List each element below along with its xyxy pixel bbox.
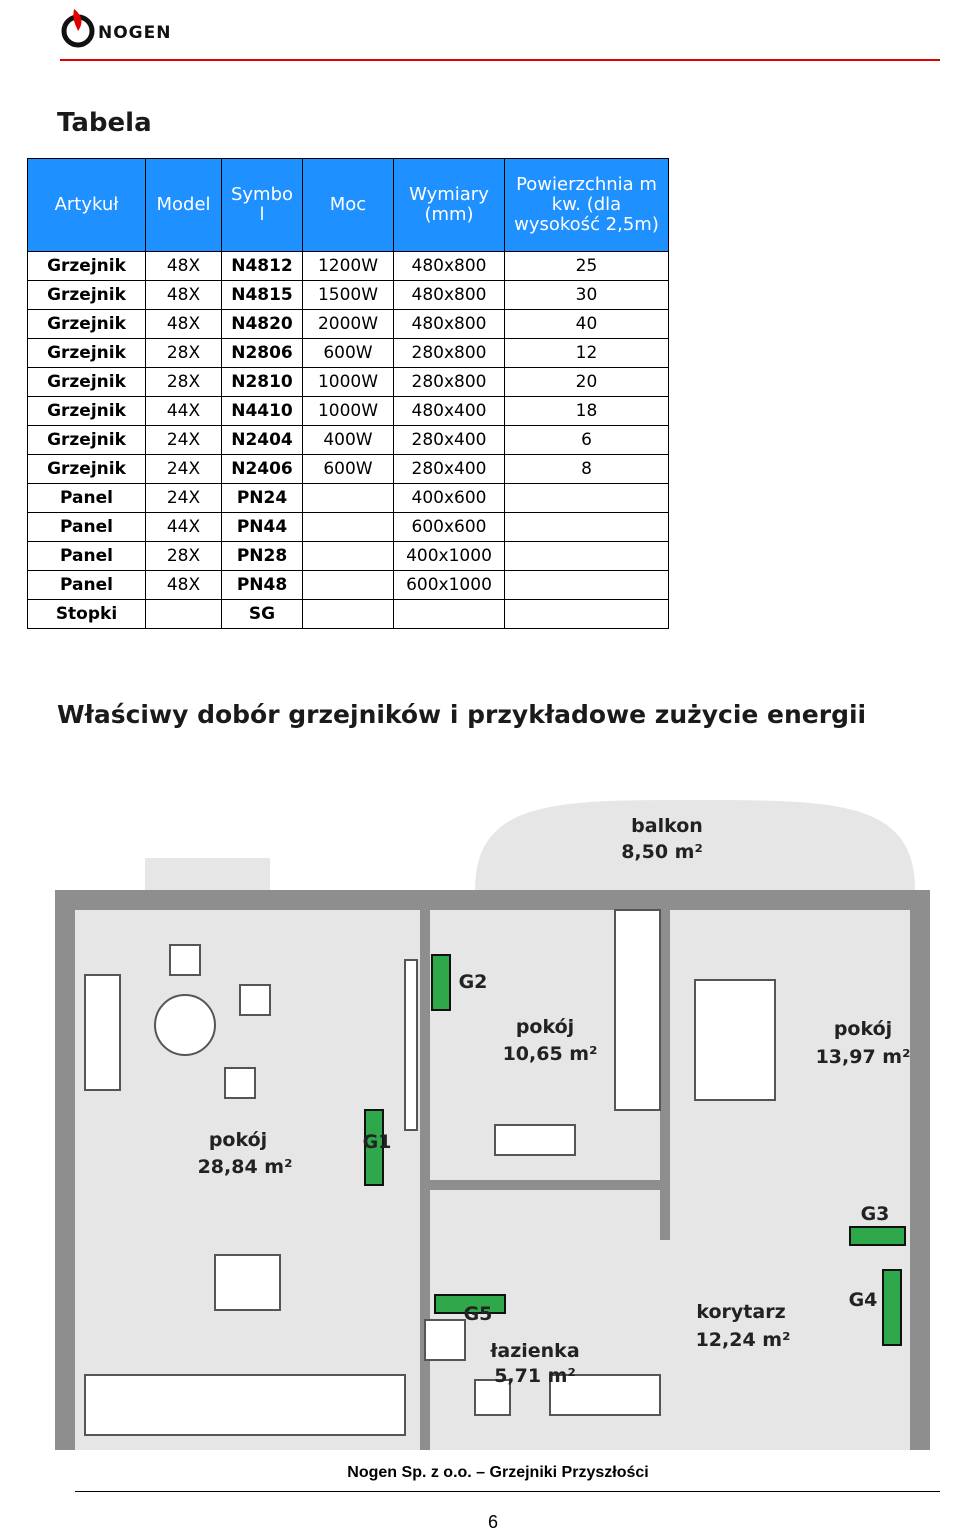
col-header-artykul: Artykuł xyxy=(28,159,146,252)
table-cell: 12 xyxy=(505,339,669,368)
table-cell: 280x400 xyxy=(394,455,505,484)
section-title-selection: Właściwy dobór grzejników i przykładowe zużycie energii xyxy=(57,700,867,729)
room-name-balkon: balkon xyxy=(631,815,703,837)
table-cell: 20 xyxy=(505,368,669,397)
heater-label-g4: G4 xyxy=(848,1289,878,1311)
table-cell: 28X xyxy=(146,542,222,571)
col-header-model: Model xyxy=(146,159,222,252)
table-cell xyxy=(303,571,394,600)
table-cell: 25 xyxy=(505,252,669,281)
table-cell: Panel xyxy=(28,513,146,542)
table-cell: 28X xyxy=(146,368,222,397)
table-cell: 24X xyxy=(146,455,222,484)
room-area-balkon: 8,50 m² xyxy=(621,841,703,863)
table-cell: 600W xyxy=(303,339,394,368)
table-cell xyxy=(303,542,394,571)
table-row xyxy=(28,426,669,455)
table-cell: N4820 xyxy=(222,310,303,339)
heater-g4 xyxy=(883,1270,901,1345)
footer-divider xyxy=(75,1491,940,1492)
room-area-korytarz: 12,24 m² xyxy=(695,1329,791,1351)
table-cell: 28X xyxy=(146,339,222,368)
table-row xyxy=(28,310,669,339)
room-area-pokoj-1: 10,65 m² xyxy=(502,1043,598,1065)
table-cell: 400x1000 xyxy=(394,542,505,571)
table-cell: 280x400 xyxy=(394,426,505,455)
col-header-powierzchnia: Powierzchnia m kw. (dla wysokość 2,5m) xyxy=(505,159,669,252)
table-cell: 400W xyxy=(303,426,394,455)
table-row xyxy=(28,484,669,513)
brand-logo xyxy=(60,5,200,55)
table-cell: 48X xyxy=(146,281,222,310)
table-row xyxy=(28,368,669,397)
section-title-table: Tabela xyxy=(57,108,152,138)
table-cell: N4410 xyxy=(222,397,303,426)
table-cell: 600x600 xyxy=(394,513,505,542)
table-cell: 30 xyxy=(505,281,669,310)
table-cell: 280x800 xyxy=(394,339,505,368)
col-header-wymiary: Wymiary (mm) xyxy=(394,159,505,252)
table-row xyxy=(28,513,669,542)
table-cell: Panel xyxy=(28,542,146,571)
room-area-pokoj-2: 13,97 m² xyxy=(815,1046,911,1068)
table-cell: 24X xyxy=(146,426,222,455)
heater-label-g3: G3 xyxy=(860,1203,890,1225)
table-cell: 480x800 xyxy=(394,310,505,339)
table-cell: 480x800 xyxy=(394,252,505,281)
table-cell: 48X xyxy=(146,252,222,281)
heater-g3 xyxy=(850,1227,905,1245)
table-row xyxy=(28,455,669,484)
table-cell: Grzejnik xyxy=(28,252,146,281)
table-cell: Grzejnik xyxy=(28,368,146,397)
table-cell: N2404 xyxy=(222,426,303,455)
table-cell: Stopki xyxy=(28,600,146,629)
table-cell: 24X xyxy=(146,484,222,513)
table-cell: N4815 xyxy=(222,281,303,310)
table-cell: PN44 xyxy=(222,513,303,542)
table-row xyxy=(28,571,669,600)
table-cell: 48X xyxy=(146,571,222,600)
table-row xyxy=(28,397,669,426)
table-cell: 600x1000 xyxy=(394,571,505,600)
table-cell xyxy=(505,484,669,513)
table-row xyxy=(28,252,669,281)
table-cell: 18 xyxy=(505,397,669,426)
table-cell: 280x800 xyxy=(394,368,505,397)
table-cell: N2406 xyxy=(222,455,303,484)
table-cell xyxy=(303,513,394,542)
window-bay xyxy=(145,858,270,890)
room-name-pokoj-1: pokój xyxy=(515,1016,575,1038)
table-row xyxy=(28,281,669,310)
product-table xyxy=(27,158,669,629)
table-cell: 40 xyxy=(505,310,669,339)
table-cell: 600W xyxy=(303,455,394,484)
col-header-moc: Moc xyxy=(303,159,394,252)
table-cell xyxy=(505,542,669,571)
table-header-row xyxy=(28,159,669,252)
table-cell: SG xyxy=(222,600,303,629)
heater-label-g2: G2 xyxy=(458,971,488,993)
table-cell: 8 xyxy=(505,455,669,484)
table-cell: 48X xyxy=(146,310,222,339)
heater-label-g1: G1 xyxy=(362,1131,392,1153)
page-number: 6 xyxy=(488,1512,499,1532)
table-cell: Panel xyxy=(28,484,146,513)
brand-name: NOGEN xyxy=(98,23,172,43)
header-divider xyxy=(60,59,940,61)
table-cell: 1500W xyxy=(303,281,394,310)
table-row xyxy=(28,339,669,368)
table-cell xyxy=(505,513,669,542)
flame-icon xyxy=(60,5,96,49)
table-cell: 1000W xyxy=(303,397,394,426)
room-name-korytarz: korytarz xyxy=(696,1301,786,1323)
table-cell: 1000W xyxy=(303,368,394,397)
table-cell: N4812 xyxy=(222,252,303,281)
table-cell xyxy=(303,600,394,629)
table-cell: 400x600 xyxy=(394,484,505,513)
table-cell: 6 xyxy=(505,426,669,455)
table-cell: 44X xyxy=(146,397,222,426)
table-cell: Grzejnik xyxy=(28,397,146,426)
room-name-pokoj-3: pokój xyxy=(208,1129,268,1151)
table-cell: 44X xyxy=(146,513,222,542)
table-cell: 480x400 xyxy=(394,397,505,426)
table-cell: Grzejnik xyxy=(28,281,146,310)
footer-company: Nogen Sp. z o.o. – Grzejniki Przyszłości xyxy=(347,1464,649,1481)
table-cell: Panel xyxy=(28,571,146,600)
table-cell: Grzejnik xyxy=(28,339,146,368)
table-cell: 480x800 xyxy=(394,281,505,310)
table-cell xyxy=(146,600,222,629)
table-row xyxy=(28,600,669,629)
room-name-lazienka: łazienka xyxy=(490,1340,580,1362)
table-cell: 1200W xyxy=(303,252,394,281)
table-cell: Grzejnik xyxy=(28,310,146,339)
table-cell: PN28 xyxy=(222,542,303,571)
floor-plan xyxy=(55,790,930,1450)
room-name-pokoj-2: pokój xyxy=(833,1018,893,1040)
table-cell: PN24 xyxy=(222,484,303,513)
room-area-lazienka: 5,71 m² xyxy=(494,1365,576,1387)
table-cell: Grzejnik xyxy=(28,426,146,455)
table-cell xyxy=(505,600,669,629)
col-header-symbol: Symbo l xyxy=(222,159,303,252)
room-area-pokoj-3: 28,84 m² xyxy=(197,1156,293,1178)
table-row xyxy=(28,542,669,571)
table-cell: 2000W xyxy=(303,310,394,339)
table-cell: PN48 xyxy=(222,571,303,600)
table-cell xyxy=(394,600,505,629)
table-cell xyxy=(505,571,669,600)
table-cell: N2810 xyxy=(222,368,303,397)
heater-label-g5: G5 xyxy=(463,1303,493,1325)
table-cell: N2806 xyxy=(222,339,303,368)
heater-g2 xyxy=(432,955,450,1010)
table-cell: Grzejnik xyxy=(28,455,146,484)
table-cell xyxy=(303,484,394,513)
